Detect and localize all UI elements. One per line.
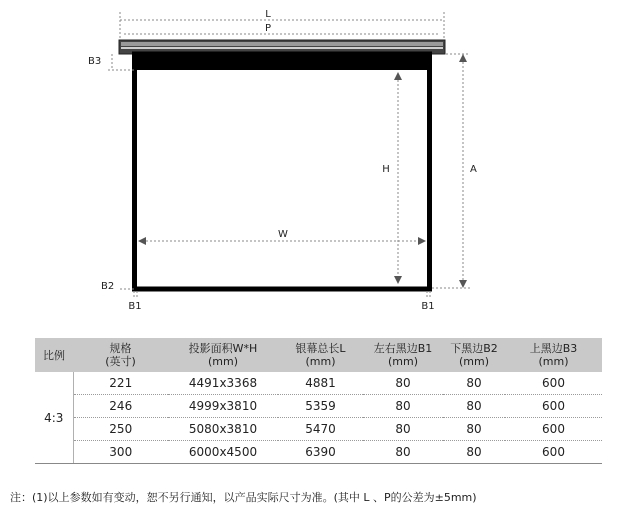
bottom-border-cell: 80 <box>443 441 505 464</box>
table-row <box>35 418 602 441</box>
top-border-cell: 600 <box>505 395 602 418</box>
area-cell: 5080x3810 <box>168 418 278 441</box>
side-border-cell: 80 <box>363 418 443 441</box>
h-label: H <box>382 164 390 175</box>
bottom-border-cell: 80 <box>443 372 505 395</box>
bottom-border-cell: 80 <box>443 395 505 418</box>
size-cell: 221 <box>73 372 168 395</box>
a-label: A <box>470 164 477 175</box>
length-cell: 5470 <box>278 418 363 441</box>
area-cell: 4999x3810 <box>168 395 278 418</box>
bottom-border-cell: 80 <box>443 418 505 441</box>
side-border-cell: 80 <box>363 372 443 395</box>
table-header-row <box>35 338 602 372</box>
length-cell: 5359 <box>278 395 363 418</box>
length-cell: 6390 <box>278 441 363 464</box>
b2-label: B2 <box>101 281 115 292</box>
table-row <box>35 441 602 464</box>
side-border-cell: 80 <box>363 441 443 464</box>
footnote: 注：(1)以上参数如有变动，恕不另行通知，以产品实际尺寸为准。(其中 L 、P的公差为±5mm) <box>10 491 477 504</box>
area-cell: 4491x3368 <box>168 372 278 395</box>
header-ratio: 比例 <box>35 338 73 372</box>
size-cell: 300 <box>73 441 168 464</box>
area-cell: 6000x4500 <box>168 441 278 464</box>
w-label: W <box>278 229 288 240</box>
l-label: L <box>265 9 271 20</box>
top-border-cell: 600 <box>505 441 602 464</box>
header-total-length: 银幕总长L (mm) <box>278 338 363 372</box>
table-row <box>35 372 602 395</box>
size-cell: 250 <box>73 418 168 441</box>
table-row <box>35 395 602 418</box>
header-size: 规格 (英寸) <box>73 338 168 372</box>
b1-left-label: B1 <box>128 301 142 312</box>
header-top-border: 上黑边B3 (mm) <box>505 338 602 372</box>
header-projection-area: 投影面积W*H (mm) <box>168 338 278 372</box>
size-cell: 246 <box>73 395 168 418</box>
spec-table <box>35 338 602 464</box>
side-border-cell: 80 <box>363 395 443 418</box>
top-border-cell: 600 <box>505 418 602 441</box>
b1-right-label: B1 <box>421 301 435 312</box>
b3-label: B3 <box>88 56 102 67</box>
p-label: P <box>264 23 272 34</box>
ratio-cell: 4:3 <box>35 372 73 464</box>
screen-surface <box>137 70 427 286</box>
top-border-cell: 600 <box>505 372 602 395</box>
header-bottom-border: 下黑边B2 (mm) <box>443 338 505 372</box>
length-cell: 4881 <box>278 372 363 395</box>
header-side-border: 左右黑边B1 (mm) <box>363 338 443 372</box>
